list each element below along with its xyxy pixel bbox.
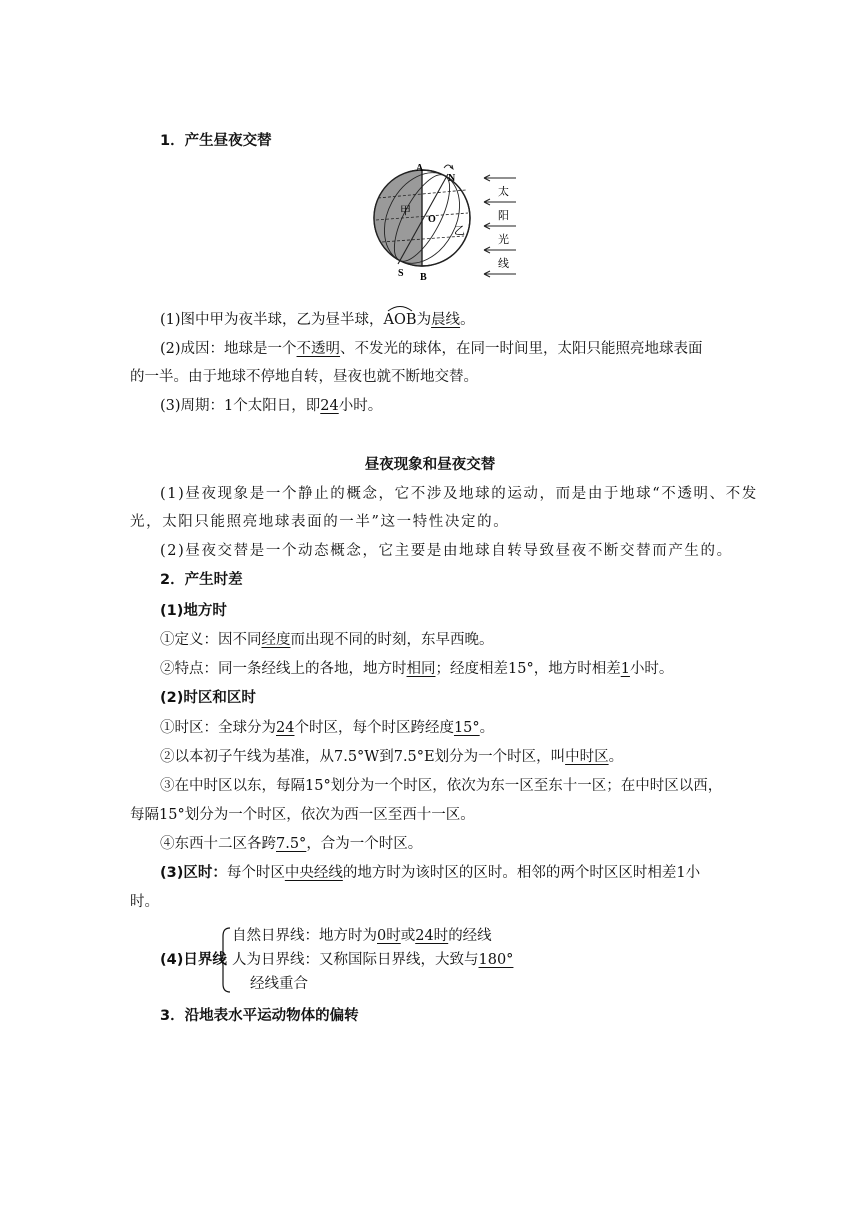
label-a: A <box>416 163 424 174</box>
sunlight-text-1: 太 <box>498 185 509 198</box>
dateline-artificial: 人为日界线：又称国际日界线，大致与180° <box>232 952 514 968</box>
local-time-features: ②特点：同一条经线上的各地，地方时相同；经度相差15°，地方时相差1小时。 <box>160 661 674 677</box>
paragraph-2: (2)成因：地球是一个不透明、不发光的球体，在同一时间里，太阳只能照亮地球表面 <box>160 341 703 357</box>
sunlight-text-3: 光 <box>498 233 509 246</box>
label-s: S <box>398 268 404 279</box>
label-jia: 甲 <box>400 204 411 217</box>
label-n: N <box>448 173 456 184</box>
answer-dawn-line: 晨线 <box>431 312 461 328</box>
section-2-title: 2．产生时差 <box>160 572 243 588</box>
heading-local-time: (1)地方时 <box>160 603 227 619</box>
time-zone-4: ④东西十二区各跨7.5°，合为一个时区。 <box>160 836 423 852</box>
answer-24: 24 <box>320 398 339 414</box>
paragraph-2-cont: 的一半。由于地球不停地自转，昼夜也就不断地交替。 <box>130 369 478 385</box>
time-zone-3: ③在中时区以东，每隔15°划分为一个时区，依次为东一区至东十一区；在中时区以西， <box>160 778 723 794</box>
dateline-natural: 自然日界线：地方时为0时或24时的经线 <box>232 928 492 944</box>
answer-opaque: 不透明 <box>296 341 341 357</box>
box-paragraph-1: (1)昼夜现象是一个静止的概念，它不涉及地球的运动，而是由于地球“不透明、不发 <box>160 486 758 502</box>
label-yi: 乙 <box>454 224 465 237</box>
time-zone-2: ②以本初子午线为基准，从7.5°W到7.5°E划分为一个时区，叫中时区。 <box>160 749 624 765</box>
sunlight-text-4: 线 <box>498 257 509 270</box>
zone-time-paragraph-cont: 时。 <box>130 894 159 910</box>
arc-aob: AOB <box>384 310 417 330</box>
local-time-definition: ①定义：因不同经度而出现不同的时刻，东早西晚。 <box>160 632 494 648</box>
paragraph-3: (3)周期：1个太阳日，即24小时。 <box>160 398 383 414</box>
dateline-label: (4)日界线 <box>160 952 227 968</box>
paragraph-1: (1)图中甲为夜半球，乙为昼半球，AOB 为晨线。 <box>130 310 740 330</box>
label-b: B <box>420 272 427 283</box>
zone-time-paragraph: (3)区时：每个时区中央经线的地方时为该时区的区时。相邻的两个时区区时相差1小 <box>160 865 701 881</box>
label-o: O <box>428 214 436 225</box>
day-night-globe-figure <box>360 158 530 288</box>
box-title: 昼夜现象和昼夜交替 <box>364 457 496 473</box>
time-zone-1: ①时区：全球分为24个时区，每个时区跨经度15°。 <box>160 720 495 736</box>
dateline-block <box>160 926 580 994</box>
sunlight-text-2: 阳 <box>498 209 509 222</box>
brace-icon <box>218 926 232 994</box>
box-paragraph-2: (2)昼夜交替是一个动态概念，它主要是由地球自转导致昼夜不断交替而产生的。 <box>160 543 733 559</box>
time-zone-3-cont: 每隔15°划分为一个时区，依次为西一区至西十一区。 <box>130 807 475 823</box>
dateline-artificial-cont: 经线重合 <box>250 976 308 992</box>
section-3-title: 3．沿地表水平运动物体的偏转 <box>160 1008 359 1024</box>
heading-time-zones: (2)时区和区时 <box>160 690 256 706</box>
section-1-title: 1．产生昼夜交替 <box>160 133 272 149</box>
globe-diagram <box>360 158 530 288</box>
box-paragraph-1-cont: 光，太阳只能照亮地球表面的一半”这一特性决定的。 <box>130 514 510 530</box>
